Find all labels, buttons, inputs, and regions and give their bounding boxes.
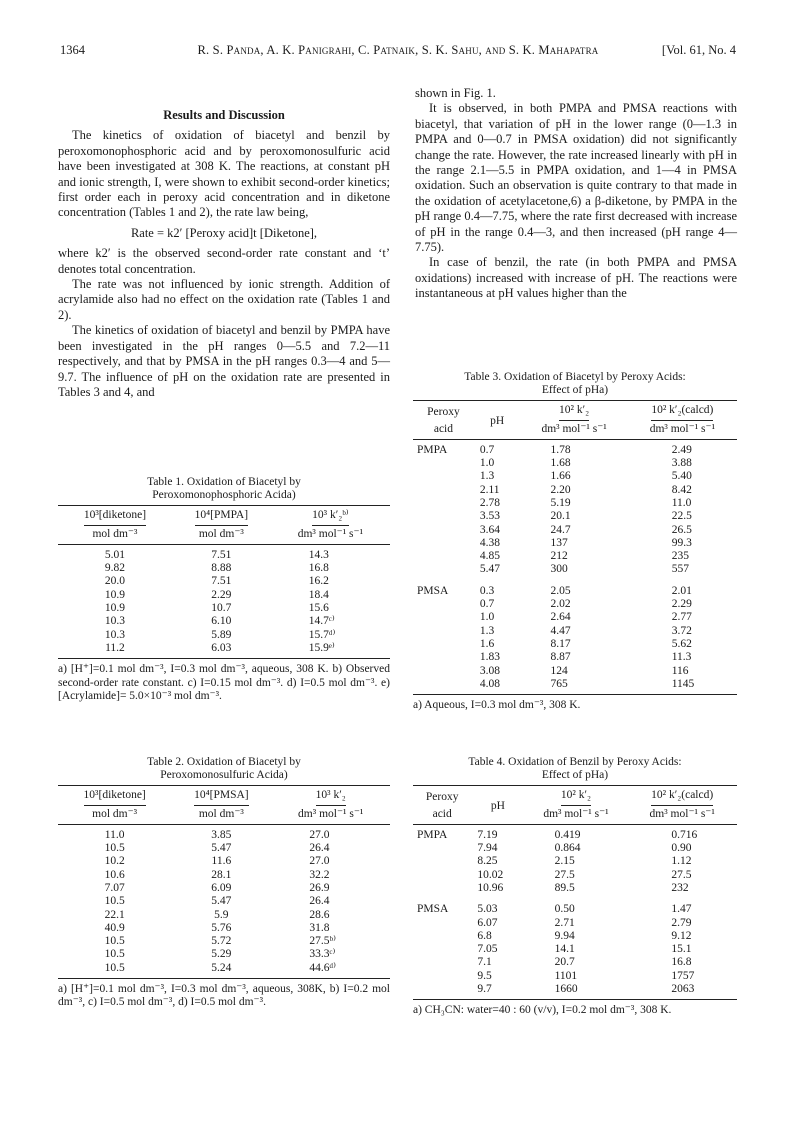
acid-label: PMPA (417, 828, 448, 841)
acid-label (413, 930, 471, 943)
table-2 (58, 756, 390, 1010)
table-cell: 7.51 (211, 575, 232, 588)
table-cell: 15.6 (308, 602, 329, 614)
table-row (58, 575, 390, 588)
column-unit: mol dm⁻³ (92, 807, 138, 820)
paragraph: The kinetics of oxidation of biacetyl and benzil by PMPA have been investigated in the pH ranges 0—5.5 and 7.2—11 respectively, and that by PMSA in the pH ranges 0.3—4 and 5—9.7. The influence of pH on the oxidation rate are presented in Tables 3 and 4, and (58, 323, 390, 399)
column-unit: mol dm⁻³ (92, 527, 138, 540)
table-cell: 11.2 (58, 642, 172, 659)
paragraph: In case of benzil, the rate (in both PMPA and PMSA oxidations) increased with increase of pH. The reactions were instantaneous at pH values higher than the (415, 255, 737, 301)
table-cell: 2.77 (671, 611, 692, 624)
table-cell: 1.0 (479, 457, 495, 470)
table-row (413, 930, 737, 943)
table-cell: 1.66 (550, 470, 571, 483)
table-cell: 1101 (554, 969, 578, 982)
table-cell: 7.05 (477, 943, 498, 956)
acid-label (413, 484, 474, 497)
column-header: 10² k′₂(calcd) (628, 401, 737, 422)
acid-label (413, 943, 471, 956)
table-cell: 0.50 (554, 903, 575, 916)
table-cell: 10.5 (104, 842, 125, 855)
table-cell: 10.6 (104, 868, 125, 881)
table-cell: 14.1 (554, 943, 575, 956)
table-cell: 9.94 (554, 929, 575, 942)
acid-label (413, 598, 474, 611)
table-cell: 22.1 (104, 908, 125, 921)
table-cell: 14.7ᶜ⁾ (308, 615, 335, 628)
column-unit: mol dm⁻³ (198, 807, 244, 820)
table-cell: 1.47 (671, 903, 692, 916)
column-header: 10³ k′₂ᵇ⁾ (271, 506, 390, 527)
acid-label (413, 457, 474, 470)
table-cell: 26.5 (671, 523, 692, 536)
table-cell: 212 (550, 550, 568, 563)
table-cell: 10.9 (104, 602, 126, 614)
table-cell: 1757 (671, 969, 695, 982)
acid-label (413, 510, 474, 523)
table-cell: 5.40 (671, 470, 692, 483)
table-cell: 8.17 (550, 637, 571, 650)
paragraph: The kinetics of oxidation of biacetyl and benzil by peroxomonophosphoric acid and by peroxomonosulfuric acid have been investigated at 308 K. The reactions, at constant pH and ionic strength, I, were shown to exhibit second-order kinetics; first order each in peroxy acid concentration and in diketone concentration (Tables 1 and 2), the rate law being, (58, 128, 390, 220)
table-cell: 27.5 (554, 868, 575, 881)
table-cell: 300 (550, 563, 568, 576)
table-cell: 1.6 (479, 637, 495, 650)
table-cell: 5.47 (211, 842, 232, 855)
table-cell: 27.5ᵇ⁾ (309, 935, 336, 948)
column-unit: dm³ mol⁻¹ s⁻¹ (543, 807, 609, 820)
rate-law-equation: Rate = k2′ [Peroxy acid]t [Diketone], (130, 225, 318, 240)
table-cell: 26.4 (309, 842, 330, 855)
column-header: 10² k′₂ (520, 401, 627, 422)
table-cell: 1145 (628, 678, 737, 695)
acid-label (413, 855, 471, 868)
table-cell: 22.5 (671, 510, 692, 523)
table-cell: 31.8 (309, 921, 330, 934)
table-row (413, 611, 737, 624)
table-cell: 10.3 (104, 615, 126, 628)
table-row (413, 678, 737, 695)
acid-label (413, 550, 474, 563)
table-cell: 1.3 (479, 624, 495, 637)
table-cell: 7.19 (477, 828, 498, 841)
table-row (413, 869, 737, 882)
table-row (413, 457, 737, 470)
table-cell: 27.0 (309, 828, 330, 841)
table-cell: 5.72 (211, 935, 232, 948)
table-row (58, 909, 390, 922)
page-number: 1364 (60, 43, 85, 57)
table-cell: 8.87 (550, 651, 571, 664)
table-cell: 0.7 (479, 443, 495, 456)
table-cell: 1.0 (479, 611, 495, 624)
table-row (413, 524, 737, 537)
table-cell: 2063 (627, 983, 737, 1000)
table-cell: 4.08 (474, 678, 521, 695)
acid-label: PMSA (417, 584, 449, 597)
table-cell: 3.64 (479, 523, 500, 536)
table-cell: 5.29 (211, 948, 232, 961)
table-caption: Table 1. Oxidation of Biacetyl by Peroxomonophosphoric Acida) (147, 476, 301, 502)
table-row (58, 948, 390, 961)
column-unit: dm³ mol⁻¹ s⁻¹ (649, 807, 715, 820)
table-row (58, 629, 390, 642)
column-header: 10² k′₂(calcd) (627, 786, 737, 807)
table-row (58, 869, 390, 882)
acid-label (413, 983, 471, 1000)
paragraph: It is observed, in both PMPA and PMSA reactions with biacetyl, that variation of pH in the lower range (0—1.3 in PMPA and 0—0.7 in PMSA oxidation) did not significantly change the rate. However, the rate increased linearly with pH in the range 2.1—5.5 in PMPA oxidation, and 1—4 in PMSA oxidation. Such an observation is quite contrary to that made in the oxidation of acetylacetone,6) a β-diketone, by PMPA in the pH range 0.4—7.75, where the rate first decreased with increase of pH in the range 0.4—3, and then increased (pH range 4—7.75). (415, 101, 737, 255)
table-cell: 89.5 (554, 882, 575, 894)
table-cell: 16.2 (308, 575, 329, 588)
acid-label (413, 869, 471, 882)
table-row (413, 943, 737, 956)
table-cell: 27.5 (671, 868, 692, 881)
table-cell: 10.96 (477, 882, 504, 894)
table-cell: 3.88 (671, 457, 692, 470)
table-cell: 5.19 (550, 497, 571, 509)
acid-label (413, 970, 471, 983)
table-cell: 11.0 (104, 828, 125, 841)
table-row (58, 922, 390, 935)
table-row (413, 970, 737, 983)
table-cell: 4.47 (550, 624, 571, 637)
table-row (58, 642, 390, 659)
table-cell: 137 (550, 536, 568, 549)
table-row (413, 497, 737, 510)
table-cell: 4.85 (479, 550, 500, 563)
acid-label (413, 842, 471, 855)
table-cell: 2.01 (671, 584, 692, 597)
table-cell: 2.15 (554, 855, 575, 868)
column-unit: dm³ mol⁻¹ s⁻¹ (649, 422, 716, 435)
table-cell: 10.7 (211, 602, 232, 614)
table-cell: 24.7 (550, 523, 571, 536)
table-cell: 235 (671, 550, 689, 563)
column-header: 10³[diketone] (58, 786, 171, 807)
acid-label (413, 537, 474, 550)
table-row (58, 824, 390, 842)
table-caption: Table 4. Oxidation of Benzil by Peroxy Acids: Effect of pHa) (468, 756, 682, 782)
table-row (58, 615, 390, 628)
author-list: R. S. Panda, A. K. Panigrahi, C. Patnaik, S. K. Sahu, and S. K. Mahapatra (197, 43, 599, 57)
table-cell: 99.3 (671, 536, 692, 549)
table-cell: 44.6ᵈ⁾ (271, 962, 390, 979)
table-cell: 7.94 (477, 842, 498, 855)
table-cell: 0.419 (554, 828, 581, 841)
table-footnote: a) [H⁺]=0.1 mol dm⁻³, I=0.3 mol dm⁻³, aqueous, 308 K. b) Observed second-order rate constant. c) I=0.15 mol dm⁻³. d) I=0.5 mol dm⁻³. e) [Acrylamide]= 5.0×10⁻³ mol dm⁻³. (58, 663, 390, 702)
acid-label: PMSA (417, 903, 449, 916)
acid-label (413, 625, 474, 638)
table-row (58, 855, 390, 868)
table-cell: 116 (671, 664, 689, 677)
right-column (415, 86, 737, 302)
left-column (58, 108, 390, 400)
table-cell: 124 (550, 664, 568, 677)
table-cell: 8.88 (211, 562, 232, 575)
table-row (58, 935, 390, 948)
table-row (413, 585, 737, 598)
table-footnote: a) Aqueous, I=0.3 mol dm⁻³, 308 K. (413, 699, 581, 712)
table-cell: 8.42 (671, 483, 692, 496)
table-cell: 20.1 (550, 510, 571, 523)
group-spacer (413, 577, 737, 585)
column-unit: dm³ mol⁻¹ s⁻¹ (297, 527, 364, 540)
table-row (413, 510, 737, 523)
table-cell: 10.5 (58, 962, 171, 979)
table-row (413, 625, 737, 638)
table-cell: 5.89 (211, 628, 232, 641)
table-row (413, 439, 737, 457)
table-cell: 1.68 (550, 457, 571, 470)
column-header: 10⁴[PMPA] (172, 506, 271, 527)
table-cell: 0.864 (554, 842, 581, 855)
running-header (60, 43, 736, 61)
table-cell: 5.01 (104, 548, 126, 561)
table-cell: 10.5 (104, 948, 125, 961)
table-cell: 2.29 (671, 598, 692, 611)
acid-label (413, 611, 474, 624)
column-header: 10⁴[PMSA] (171, 786, 271, 807)
table-cell: 15.1 (671, 943, 692, 956)
table-cell: 5.76 (211, 921, 232, 934)
table-cell: 9.82 (104, 562, 126, 575)
paragraph: shown in Fig. 1. (415, 86, 496, 100)
table-cell: 33.3ᶜ⁾ (309, 948, 336, 961)
table-row (58, 589, 390, 602)
column-header: pH (471, 786, 524, 824)
acid-label (413, 882, 471, 895)
column-header: Peroxy (413, 401, 474, 422)
table-row (413, 638, 737, 651)
table-cell: 1.83 (479, 651, 500, 664)
table-row (413, 956, 737, 969)
table-cell: 5.62 (671, 637, 692, 650)
table-cell: 4.38 (479, 536, 500, 549)
table-row (413, 824, 737, 842)
table-cell: 557 (671, 563, 689, 576)
table-footnote: a) [H⁺]=0.1 mol dm⁻³, I=0.3 mol dm⁻³, aqueous, 308K, b) I=0.2 mol dm⁻³, c) I=0.5 mol dm⁻³, d) I=0.5 mol dm⁻³. (58, 983, 390, 1009)
table-cell: 9.12 (671, 929, 692, 942)
table-cell: 20.0 (104, 575, 126, 588)
table-row (58, 882, 390, 895)
volume-label: [Vol. 61, No. 4 (661, 43, 736, 57)
table-cell: 15.9ᵉ⁾ (271, 642, 390, 659)
section-heading: Results and Discussion (163, 108, 285, 122)
table-cell: 1660 (525, 983, 628, 1000)
table-cell: 5.47 (479, 563, 500, 576)
table-cell: 28.6 (309, 908, 330, 921)
table-cell: 2.02 (550, 598, 571, 611)
table-row (413, 855, 737, 868)
table-cell: 40.9 (104, 921, 125, 934)
acid-label (413, 678, 474, 695)
table-cell: 9.7 (471, 983, 524, 1000)
table-row (413, 537, 737, 550)
table-cell: 2.78 (479, 497, 500, 509)
table-caption: Table 2. Oxidation of Biacetyl by Peroxomonosulfuric Acida) (147, 756, 301, 782)
table-cell: 6.10 (211, 615, 232, 628)
table-footnote: a) CH₃CN: water=40 : 60 (v/v), I=0.2 mol dm⁻³, 308 K. (413, 1004, 672, 1017)
table-cell: 11.3 (671, 651, 692, 664)
table-cell: 8.25 (477, 855, 498, 868)
table-row (413, 550, 737, 563)
table-cell: 5.03 (477, 903, 498, 916)
table-row (413, 903, 737, 916)
table-cell: 11.6 (211, 855, 232, 868)
table-cell: 5.9 (214, 908, 229, 921)
acid-label (413, 524, 474, 537)
table-cell: 10.02 (477, 868, 504, 881)
column-unit: acid (433, 422, 453, 435)
table-cell: 2.49 (671, 443, 692, 456)
table-cell: 16.8 (308, 562, 329, 575)
table-cell: 27.0 (309, 855, 330, 868)
table-caption: Table 3. Oxidation of Biacetyl by Peroxy Acids: Effect of pHa) (464, 371, 686, 397)
table-cell: 1.78 (550, 443, 571, 456)
table-cell: 10.9 (104, 588, 126, 601)
paragraph: The rate was not influenced by ionic strength. Addition of acrylamide also had no effect on the oxidation rate (Tables 1 and 2). (58, 277, 390, 322)
acid-label (413, 665, 474, 678)
table-row (413, 882, 737, 895)
table-cell: 32.2 (309, 868, 330, 881)
table-cell: 2.71 (554, 916, 575, 929)
table-cell: 7.07 (104, 882, 125, 894)
table-cell: 2.29 (211, 588, 232, 601)
table-cell: 10.2 (104, 855, 125, 868)
table-cell: 2.05 (550, 584, 571, 597)
table-row (413, 470, 737, 483)
table-cell: 10.5 (104, 935, 125, 948)
table-cell: 26.4 (309, 895, 330, 908)
column-unit: acid (432, 807, 452, 820)
table-cell: 5.24 (171, 962, 271, 979)
table-row (413, 598, 737, 611)
column-header: 10³ k′₂ (271, 786, 390, 807)
group-spacer (413, 895, 737, 903)
table-row (413, 665, 737, 678)
acid-label (413, 563, 474, 576)
table-row (58, 962, 390, 979)
table-cell: 15.7ᵈ⁾ (308, 628, 336, 641)
table-row (58, 562, 390, 575)
column-header: pH (474, 401, 521, 439)
table-cell: 26.9 (309, 882, 330, 894)
acid-label (413, 651, 474, 664)
table-row (413, 484, 737, 497)
table-cell: 2.64 (550, 611, 571, 624)
table-cell: 3.85 (211, 828, 232, 841)
table-cell: 11.0 (671, 497, 692, 509)
table-4 (413, 756, 737, 1018)
table-cell: 3.72 (671, 624, 692, 637)
table-1 (58, 476, 390, 703)
table-row (413, 917, 737, 930)
table-cell: 7.51 (211, 548, 232, 561)
acid-label (413, 497, 474, 510)
table-cell: 0.3 (479, 584, 495, 597)
table-row (413, 651, 737, 664)
acid-label: PMPA (417, 443, 448, 456)
table-cell: 5.47 (211, 895, 232, 908)
table-row (58, 895, 390, 908)
table-row (413, 842, 737, 855)
table-cell: 6.07 (477, 916, 498, 929)
column-header: 10³[diketone] (58, 506, 172, 527)
table-cell: 20.7 (554, 956, 575, 969)
table-cell: 3.08 (479, 664, 500, 677)
table-cell: 16.8 (671, 956, 692, 969)
table-cell: 14.3 (308, 548, 329, 561)
column-unit: mol dm⁻³ (198, 527, 244, 540)
table-3 (413, 371, 737, 713)
paragraph: where k2′ is the observed second-order rate constant and ‘t’ denotes total concentration. (58, 246, 390, 276)
table-cell: 10.3 (104, 628, 126, 641)
acid-label (413, 956, 471, 969)
column-header: 10² k′₂ (525, 786, 628, 807)
table-cell: 1.12 (671, 855, 692, 868)
table-cell: 2.79 (671, 916, 692, 929)
table-cell: 9.5 (477, 969, 492, 982)
table-row (58, 842, 390, 855)
table-cell: 10.5 (104, 895, 125, 908)
table-cell: 765 (520, 678, 627, 695)
table-cell: 0.7 (479, 598, 495, 611)
table-row (413, 563, 737, 576)
table-row (58, 602, 390, 615)
column-unit: dm³ mol⁻¹ s⁻¹ (298, 807, 364, 820)
acid-label (413, 638, 474, 651)
table-cell: 2.11 (479, 483, 500, 496)
table-cell: 6.09 (211, 882, 232, 894)
table-row (58, 544, 390, 562)
table-row (413, 983, 737, 1000)
table-cell: 232 (671, 882, 689, 894)
table-cell: 18.4 (308, 588, 329, 601)
table-cell: 28.1 (211, 868, 232, 881)
table-cell: 0.716 (671, 828, 698, 841)
acid-label (413, 917, 471, 930)
table-cell: 7.1 (477, 956, 492, 969)
table-cell: 2.20 (550, 483, 571, 496)
table-cell: 6.8 (477, 929, 492, 942)
acid-label (413, 470, 474, 483)
column-header: Peroxy (413, 786, 471, 807)
column-unit: dm³ mol⁻¹ s⁻¹ (541, 422, 607, 435)
table-cell: 1.3 (479, 470, 495, 483)
table-cell: 3.53 (479, 510, 500, 523)
table-cell: 6.03 (172, 642, 271, 659)
table-cell: 0.90 (671, 842, 692, 855)
